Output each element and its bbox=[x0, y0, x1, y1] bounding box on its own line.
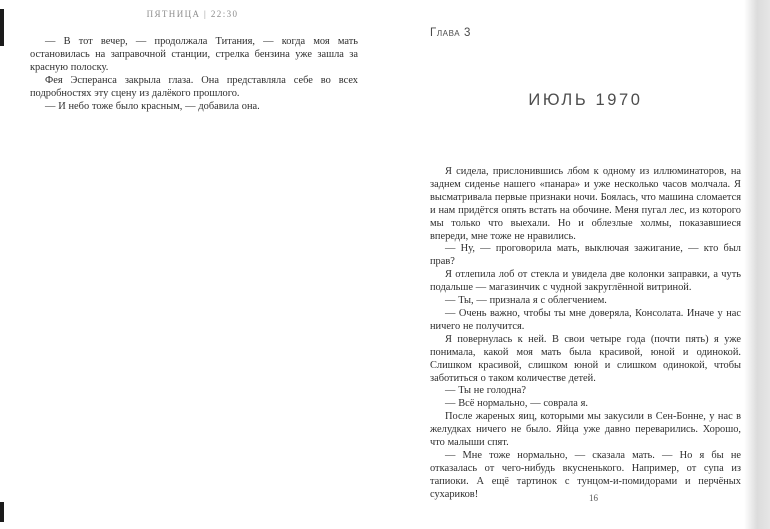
paragraph: Я сидела, прислонившись лбом к одному из иллюминаторов, на заднем сиденье нашего «панара» и уже несколько часов молчала. Я высматривала первые признаки ночи. Боялась, что машина сломается и нам придётся опять встать на обочине. Меня пугал лес, из которого мы только что выехали. Но и облезлые холмы, показавшиеся впереди, мне тоже не нравились. bbox=[430, 166, 741, 242]
paragraph: — В тот вечер, — продолжала Титания, — когда моя мать остановилась на заправочной станции, стрелка бензина уже зашла за красную полоску. bbox=[30, 36, 358, 73]
right-page-text bbox=[430, 166, 741, 502]
paragraph: — Очень важно, чтобы ты мне доверяла, Консолата. Иначе у нас ничего не получится. bbox=[430, 307, 741, 332]
paragraph: — Ты не голодна? bbox=[445, 385, 526, 397]
paragraph: — Мне тоже нормально, — сказала мать. — Но я бы не отказалась от чего-нибудь вкусненького. Например, от супа из тапиоки. А ещё тартинок с тунцом-и-помидорами и перчёных сухариков! bbox=[430, 449, 741, 500]
chapter-label: Глава 3 bbox=[430, 27, 472, 39]
paragraph: — И небо тоже было красным, — добавила она. bbox=[45, 100, 260, 112]
paragraph: Я отлепила лоб от стекла и увидела две колонки заправки, а чуть подальше — магазинчик с чудной закруглённой витриной. bbox=[430, 269, 741, 294]
paragraph: Я повернулась к ней. В свои четыре года (почти пять) я уже понимала, какой моя мать была красивой, юной и одинокой. Слишком красивой, слишком юной и слишком одинокой, чтобы заботиться о таком количестве детей. bbox=[430, 333, 741, 384]
paragraph: — Ну, — проговорила мать, выключая зажигание, — кто был прав? bbox=[430, 243, 741, 268]
left-edge-mark-bottom bbox=[0, 502, 4, 522]
right-page-content bbox=[430, 0, 741, 529]
page-number: 16 bbox=[589, 493, 598, 503]
right-page[interactable] bbox=[385, 0, 770, 529]
left-page-text bbox=[30, 36, 358, 113]
paragraph: После жареных яиц, которыми мы закусили в Сен-Бонне, у нас в желудках ничего не было. Яйца уже давно переварились. Хорошо, что малыши спят. bbox=[430, 411, 741, 449]
chapter-title: ИЮЛЬ 1970 bbox=[528, 91, 643, 109]
left-edge-mark-top bbox=[0, 9, 4, 46]
paragraph: — Ты, — признала я с облегчением. bbox=[445, 295, 607, 307]
paragraph: — Всё нормально, — соврала я. bbox=[445, 398, 588, 410]
running-header: ПЯТНИЦА | 22:30 bbox=[146, 9, 239, 19]
paragraph: Фея Эсперанса закрыла глаза. Она представляла себе во всех подробностях эту сцену из далёкого прошлого. bbox=[30, 74, 358, 99]
